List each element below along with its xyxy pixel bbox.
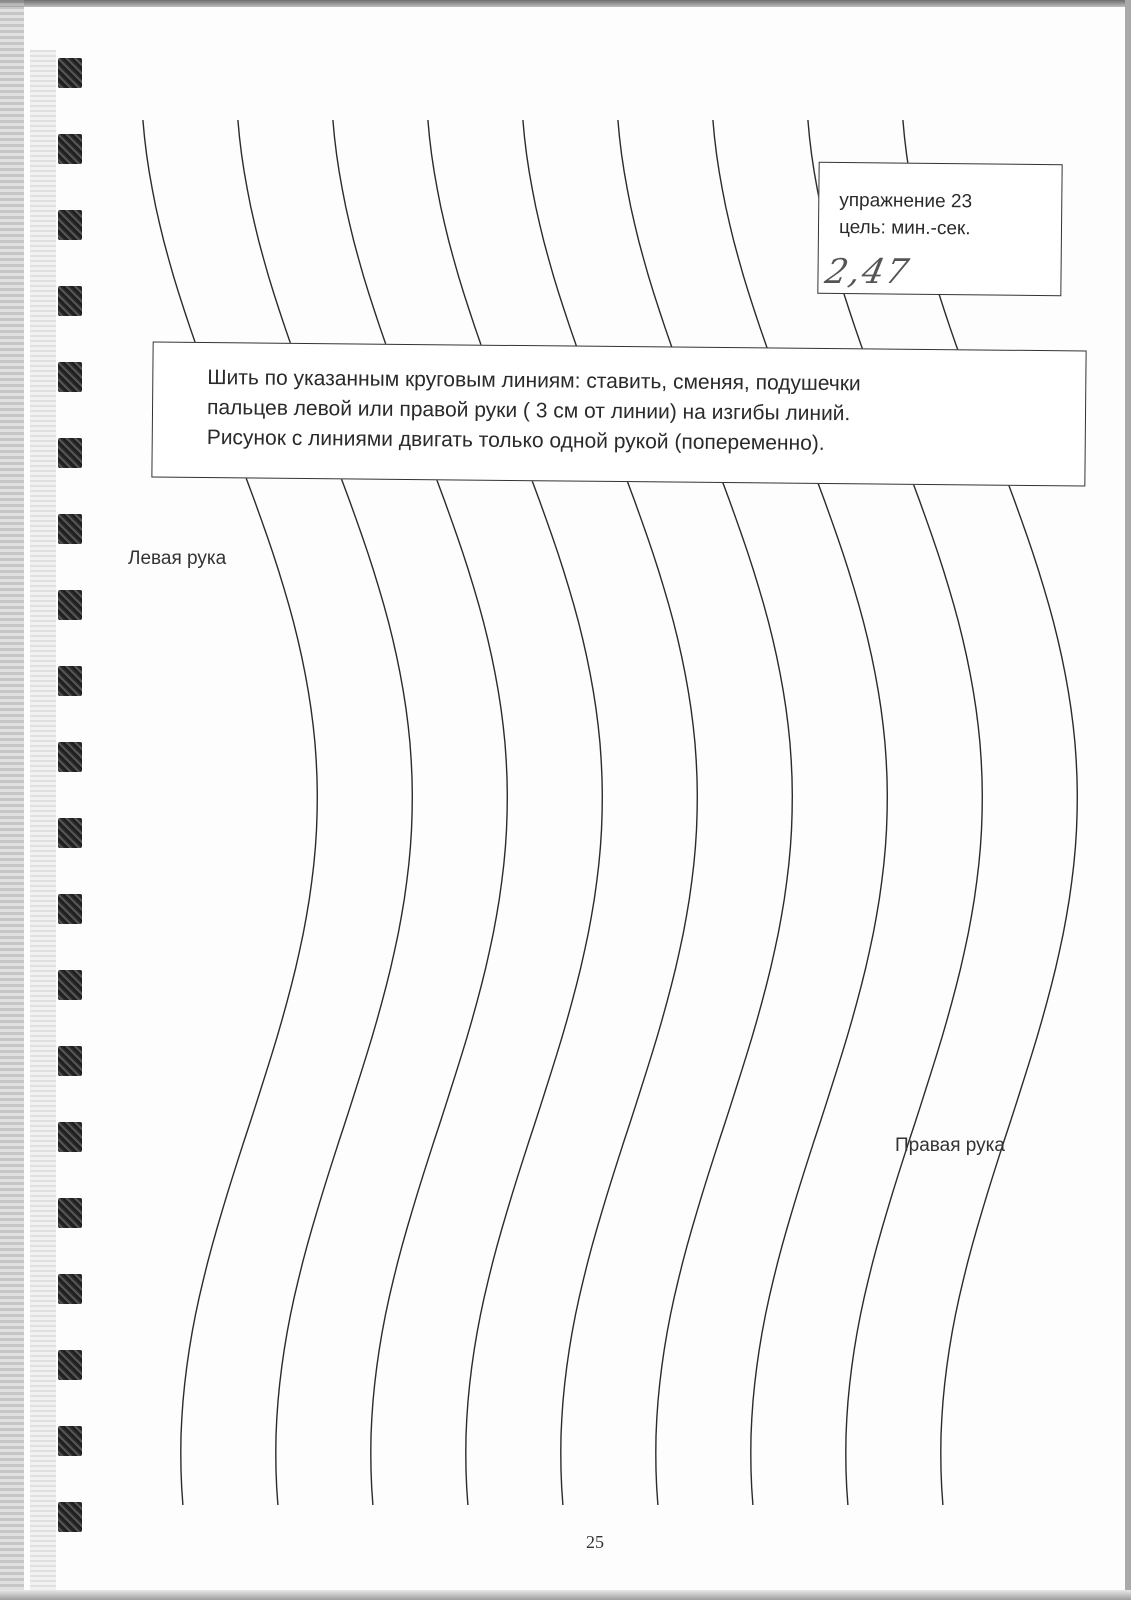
wave-line bbox=[238, 120, 412, 1505]
right-hand-label: Правая рука bbox=[895, 1135, 1005, 1156]
wave-line bbox=[143, 120, 317, 1505]
wave-line bbox=[808, 120, 982, 1505]
instruction-line-1: Шить по указанным круговым линиям: ставить, сменяя, подушечки bbox=[207, 366, 861, 396]
left-hand-label: Левая рука bbox=[128, 548, 227, 569]
wave-line bbox=[903, 120, 1077, 1505]
exercise-goal-label: цель: мин.-сек. bbox=[838, 216, 971, 240]
wave-line bbox=[428, 120, 602, 1505]
wave-line bbox=[618, 120, 792, 1505]
instruction-line-3: Рисунок с линиями двигать только одной рукой (попеременно). bbox=[206, 426, 825, 455]
handwritten-time: 2,47 bbox=[821, 252, 914, 292]
wave-line bbox=[333, 120, 507, 1505]
page-number: 25 bbox=[586, 1532, 604, 1552]
exercise-title: упражнение 23 bbox=[839, 189, 973, 213]
wave-line bbox=[523, 120, 697, 1505]
instruction-box bbox=[151, 342, 1086, 487]
wave-line bbox=[713, 120, 887, 1505]
instruction-line-2: пальцев левой или правой руки ( 3 см от линии) на изгибы линий. bbox=[206, 396, 851, 426]
